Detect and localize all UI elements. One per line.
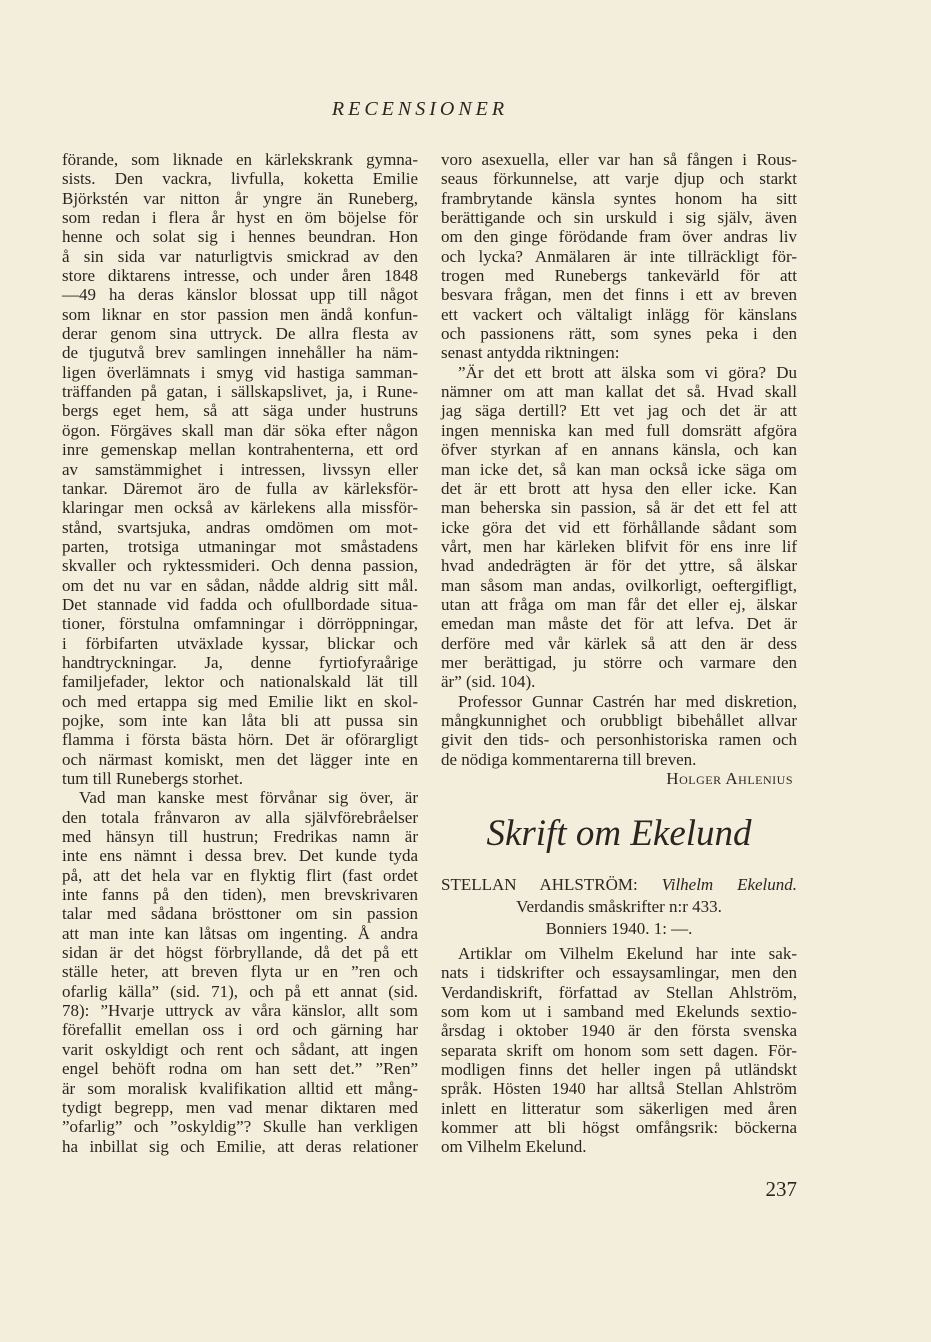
text-line: engel behöft rodna om han sett det.” ”Ren” xyxy=(62,1059,418,1079)
text-line: sists. Den vackra, livfulla, koketta Emilie xyxy=(62,169,418,189)
text-line: modligen finns det heller ingen på utländskt xyxy=(441,1060,797,1080)
text-line: Björkstén var nitton år yngre än Runeberg, xyxy=(62,188,418,208)
text-line: språk. Hösten 1940 har alltså Stellan Ahlström xyxy=(441,1079,797,1099)
text-line: man icke det, så kan man också icke säga om xyxy=(441,459,797,479)
text-line: om det nu var en sådan, nådde aldrig sitt mål. xyxy=(62,575,418,595)
text-line: att man inte kan låtsas om ingenting. Å andra xyxy=(62,923,418,943)
text-line: tydigt begrepp, men vad menar diktaren med xyxy=(62,1097,418,1117)
text-line: talar med sådana brösttoner om sin passion xyxy=(62,904,418,924)
paragraph xyxy=(62,150,418,788)
paragraph xyxy=(441,363,797,692)
text-line: förande, som liknade en kärlekskrank gymna- xyxy=(62,150,418,169)
paragraph xyxy=(441,692,797,769)
page-number: 237 xyxy=(765,1177,797,1201)
text-line: den totala frånvaron av alla självförebråelser xyxy=(62,807,418,827)
text-line: separata skrift om honom som sett dagen. För- xyxy=(441,1040,797,1060)
text-line: frambrytande känsla syntes honom ha sitt xyxy=(441,188,797,208)
text-line: man såsom man andas, ovilkorligt, oeftergifligt, xyxy=(441,575,797,595)
text-line: Artiklar om Vilhelm Ekelund har inte sak- xyxy=(458,944,797,963)
running-header: RECENSIONER xyxy=(331,98,509,120)
text-line: de tjugutvå brev samlingen innehåller ha näm- xyxy=(62,343,418,363)
text-line: och närmast komiskt, men det lägger inte en xyxy=(62,749,418,769)
text-line: ”ofarlig” och ”oskyldig”? Skulle han verkligen xyxy=(62,1117,418,1137)
text-line: tankar. Däremot äro de fulla av kärleksför- xyxy=(62,478,418,498)
text-line: de nödiga kommentarerna till breven. xyxy=(441,749,697,769)
text-line: nämner om att man kallat det så. Hvad skall xyxy=(441,382,797,402)
text-line: trogen med Runebergs tankevärld för att xyxy=(441,266,797,286)
text-line: icke göra det vid ett förhållande sådant som xyxy=(441,517,797,537)
text-line: derar genom sina uttryck. De allra flesta av xyxy=(62,324,418,344)
text-line: hvad andedrägten är för det yttre, så älskar xyxy=(441,556,797,576)
text-line: utan att fråga om man får det eller ej, älskar xyxy=(441,594,797,614)
text-line: å sin sida var naturligtvis smickrad av den xyxy=(62,246,418,266)
text-line: derföre med vår kärlek så att den är dess xyxy=(441,633,797,653)
text-line: tum till Runebergs storhet. xyxy=(62,769,244,788)
text-line: familjefader, lektor och nationalskald lät till xyxy=(62,672,418,692)
text-line: besvara frågan, men det finns i ett av breven xyxy=(441,285,797,305)
text-line: i förbifarten utväxlade kyssar, blickar och xyxy=(62,633,418,653)
text-line: 78): ”Hvarje uttryck av våra känslor, allt som xyxy=(62,1001,418,1021)
text-line: berättigande och sin urskuld i sig själv, även xyxy=(441,208,797,228)
text-line: ligen överlämnats i smyg vid hastiga samman- xyxy=(62,362,418,382)
text-line: Det stannade vid fadda och ofullbordade situa- xyxy=(62,594,418,614)
text-line: ställe heter, att breven flyta ur en ”ren och xyxy=(62,962,418,982)
text-line: sidan är det högst förbryllande, då det på ett xyxy=(62,943,418,963)
text-line: av samstämmighet i intressen, livssyn eller xyxy=(62,459,418,479)
bibliography-publisher: Bonniers 1940. 1: —. xyxy=(545,919,693,938)
paragraph xyxy=(441,944,797,1157)
text-line: årsdag i oktober 1940 är den första svenska xyxy=(441,1021,797,1041)
text-line: inte fanns på den tiden), men brevskrivaren xyxy=(62,885,418,905)
text-line: skvaller och ryktessmideri. Och denna passion, xyxy=(62,556,418,576)
text-line: mer berättigad, ju större och varmare den xyxy=(441,652,797,672)
text-line: träffanden på gatan, i sällskapslivet, ja, i Rune- xyxy=(62,382,418,402)
text-line: klaringar men också av kärlekens alla missför- xyxy=(62,498,418,518)
text-line: mångkunnighet och orubbligt bibehållet allvar xyxy=(441,710,797,730)
left-column xyxy=(62,150,418,1156)
text-line: förefallit emellan oss i ord och gärning har xyxy=(62,1020,418,1040)
text-line: flamma i första bästa hörn. Det är oförargligt xyxy=(62,730,418,750)
text-line: inre gemenskap mellan kontrahenterna, ett ord xyxy=(62,440,418,460)
text-line: stånd, svartsjuka, andras omdömen om mot- xyxy=(62,517,418,537)
text-line: tioner, förstulna omfamningar i dörröppningar, xyxy=(62,614,418,634)
text-line: på, att det hela var en flyktig flirt (fast ordet xyxy=(62,865,418,885)
text-line: ögon. Förgäves skall man där söka efter någon xyxy=(62,420,418,440)
article-body xyxy=(441,944,797,1157)
text-line: som redan i flera år hyst en öm böjelse för xyxy=(62,208,418,228)
bibliography-book-title: Vilhelm Ekelund. xyxy=(661,875,798,894)
text-line: som liknar en stor passion men ändå konfun- xyxy=(62,304,418,324)
paragraph xyxy=(441,150,797,363)
text-line: om den ginge förödande fram över andras liv xyxy=(441,227,797,247)
text-line: Verdandiskrift, författad av Stellan Ahlström, xyxy=(441,982,797,1002)
text-line: inte ens nämnt i dessa brev. Det kunde tyda xyxy=(62,846,418,866)
text-line: det är ett brott att hysa den eller icke. Kan xyxy=(441,478,797,498)
text-line: bergs eget hem, så att säga under hustruns xyxy=(62,401,418,421)
text-line: ”Är det ett brott att älska som vi göra? Du xyxy=(458,362,797,382)
text-line: är” (sid. 104). xyxy=(441,672,536,692)
text-line: henne och solat sig i hennes beundran. Hon xyxy=(62,227,418,247)
text-line: pojke, som inte kan låta bli att pussa sin xyxy=(62,710,418,730)
text-line: man beherska sin passion, så är det ett fel att xyxy=(441,498,797,518)
text-line: och med ertappa sig med Emilie likt en skol- xyxy=(62,691,418,711)
text-line: ett vackert och vältaligt inlägg för känslans xyxy=(441,304,797,324)
text-line: och passionens rätt, som synes peka i den xyxy=(441,324,797,344)
text-line: som kom ut i samband med Ekelunds sextio- xyxy=(441,1002,797,1022)
reviewer-signature: Holger Ahlenius xyxy=(666,769,793,788)
text-line: seaus förkunnelse, att varje djup och starkt xyxy=(441,169,797,189)
text-line: öfver styrkan af en annans känsla, och kan xyxy=(441,440,797,460)
paragraph xyxy=(62,788,418,1156)
text-line: parten, trotsiga utmaningar mot småstadens xyxy=(62,536,418,556)
right-column xyxy=(441,150,797,788)
text-line: kommer att bli högst omfångsrik: böckerna xyxy=(441,1118,797,1138)
text-line: vårt, men har kärleken blifvit för ens inre lif xyxy=(441,536,797,556)
bibliography xyxy=(441,874,797,940)
article-title: Skrift om Ekelund xyxy=(486,813,752,854)
text-line: jag säga dertill? Ett vet jag och det är att xyxy=(441,401,797,421)
bibliography-author: STELLAN AHLSTRÖM: xyxy=(441,875,638,894)
text-line: med hänsyn till hustrun; Fredrikas namn är xyxy=(62,827,418,847)
text-line: store diktarens intresse, och under åren 1848 xyxy=(62,266,418,286)
text-line: ha inbillat sig och Emilie, att deras relationer xyxy=(62,1136,418,1156)
text-line: är som moralisk kvalifikation alltid ett mång- xyxy=(62,1078,418,1098)
text-line: emedan man måste det för att lefva. Det är xyxy=(441,614,797,634)
text-line: givit den tids- och personhistoriska ramen och xyxy=(441,730,797,750)
text-line: senast antydda riktningen: xyxy=(441,343,620,363)
text-line: varit oskyldigt och rent och sådant, att ingen xyxy=(62,1039,418,1059)
text-line: ingen menniska kan med full domsrätt afgöra xyxy=(441,420,797,440)
text-line: voro asexuella, eller var han så fången i Rous- xyxy=(441,150,797,169)
text-line: handtryckningar. Ja, denne fyrtiofyraårige xyxy=(62,652,418,672)
bibliography-series: Verdandis småskrifter n:r 433. xyxy=(516,897,722,916)
text-line: inlett en litteratur som säkerligen med åren xyxy=(441,1098,797,1118)
text-line: Professor Gunnar Castrén har med diskretion, xyxy=(458,691,797,711)
text-line: ofarlig källa” (sid. 71), och på ett annat (sid. xyxy=(62,981,418,1001)
bibliography-author-line xyxy=(441,874,797,896)
text-line: Vad man kanske mest förvånar sig över, är xyxy=(79,788,418,808)
text-line: nats i tidskrifter och essaysamlingar, men den xyxy=(441,963,797,983)
text-line: och lycka? Anmälaren är inte tillräckligt för- xyxy=(441,246,797,266)
text-line: —49 ha deras känslor blossat upp till något xyxy=(62,285,418,305)
text-line: om Vilhelm Ekelund. xyxy=(441,1137,587,1157)
